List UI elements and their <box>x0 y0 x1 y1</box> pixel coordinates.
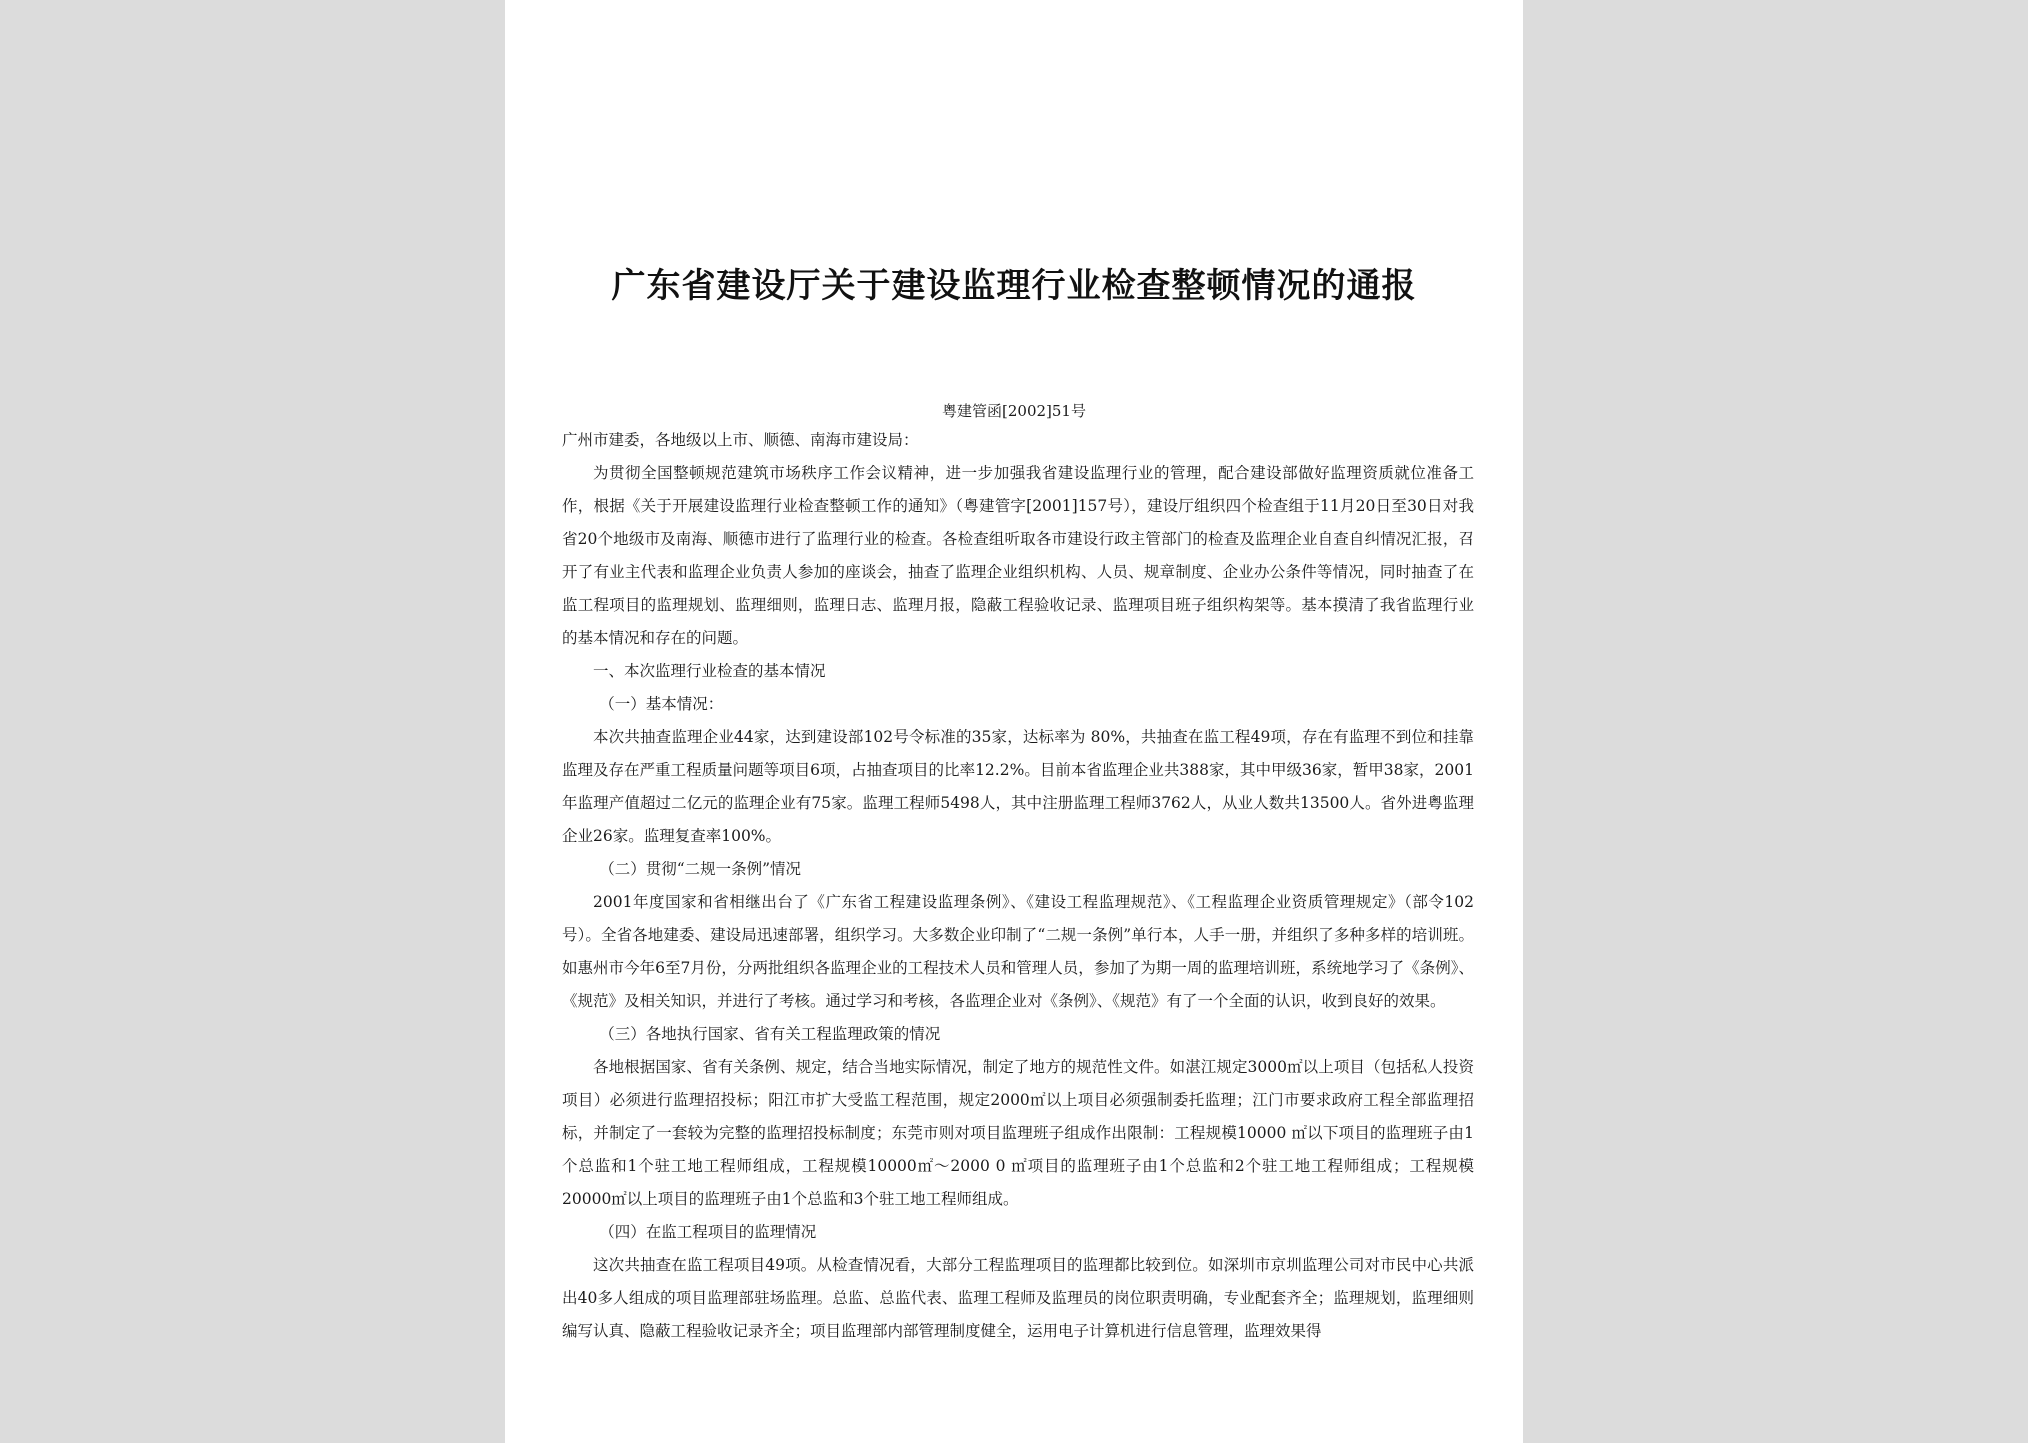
section-1-heading: 一、本次监理行业检查的基本情况 <box>593 662 826 680</box>
subsection-3-heading: （三）各地执行国家、省有关工程监理政策的情况 <box>599 1025 941 1043</box>
subsection-2-heading: （二）贯彻“二规一条例”情况 <box>599 860 802 878</box>
subsection-3-paragraph: 各地根据国家、省有关条例、规定，结合当地实际情况，制定了地方的规范性文件。如湛江规定3000㎡以上项目（包括私人投资项目）必须进行监理招投标；阳江市扩大受监工程范围，规定2000㎡以上项目必须强制委托监理；江门市要求政府工程全部监理招标，并制定了一套较为完整的监理招投标制度；东莞市则对项目监理班子组成作出限制：工程规模10000 ㎡以下项目的监理班子由1个总监和1个驻工地工程师组成，工程规模10000㎡～2000 0 ㎡项目的监理班子由1个总监和2个驻工地工程师组成；工程规模20000㎡以上项目的监理班子由1个总监和3个驻工地工程师组成。 <box>562 1058 1474 1208</box>
subsection-1-paragraph: 本次共抽查监理企业44家，达到建设部102号令标准的35家，达标率为 80%，共抽查在监工程49项，存在有监理不到位和挂靠监理及存在严重工程质量问题等项目6项，占抽查项目的比率12.2%。目前本省监理企业共388家，其中甲级36家，暂甲38家，2001年监理产值超过二亿元的监理企业有75家。监理工程师5498人，其中注册监理工程师3762人，从业人数共13500人。省外进粤监理企业26家。监理复查率100%。 <box>562 728 1474 845</box>
document-body <box>562 424 1474 1348</box>
subsection-2-paragraph: 2001年度国家和省相继出台了《广东省工程建设监理条例》、《建设工程监理规范》、《工程监理企业资质管理规定》（部令102号）。全省各地建委、建设局迅速部署，组织学习。大多数企业印制了“二规一条例”单行本，人手一册，并组织了多种多样的培训班。如惠州市今年6至7月份，分两批组织各监理企业的工程技术人员和管理人员，参加了为期一周的监理培训班，系统地学习了《条例》、《规范》及相关知识，并进行了考核。通过学习和考核，各监理企业对《条例》、《规范》有了一个全面的认识，收到良好的效果。 <box>562 893 1474 1010</box>
subsection-1-heading: （一）基本情况： <box>599 695 724 713</box>
document-page <box>505 0 1523 1443</box>
subsection-4-paragraph: 这次共抽查在监工程项目49项。从检查情况看，大部分工程监理项目的监理都比较到位。如深圳市京圳监理公司对市民中心共派出40多人组成的项目监理部驻场监理。总监、总监代表、监理工程师及监理员的岗位职责明确，专业配套齐全；监理规划，监理细则编写认真、隐蔽工程验收记录齐全；项目监理部内部管理制度健全，运用电子计算机进行信息管理，监理效果得 <box>562 1256 1474 1340</box>
document-number: 粤建管函[2002]51号 <box>942 402 1086 420</box>
subsection-4-heading: （四）在监工程项目的监理情况 <box>599 1223 817 1241</box>
intro-paragraph: 为贯彻全国整顿规范建筑市场秩序工作会议精神，进一步加强我省建设监理行业的管理，配合建设部做好监理资质就位准备工作，根据《关于开展建设监理行业检查整顿工作的通知》（粤建管字[2001]157号），建设厅组织四个检查组于11月20日至30日对我省20个地级市及南海、顺德市进行了监理行业的检查。各检查组听取各市建设行政主管部门的检查及监理企业自查自纠情况汇报，召开了有业主代表和监理企业负责人参加的座谈会，抽查了监理企业组织机构、人员、规章制度、企业办公条件等情况，同时抽查了在监工程项目的监理规划、监理细则，监理日志、监理月报，隐蔽工程验收记录、监理项目班子组织构架等。基本摸清了我省监理行业的基本情况和存在的问题。 <box>562 464 1474 647</box>
document-title: 广东省建设厅关于建设监理行业检查整顿情况的通报 <box>611 266 1417 306</box>
salutation: 广州市建委，各地级以上市、顺德、南海市建设局： <box>562 431 919 449</box>
